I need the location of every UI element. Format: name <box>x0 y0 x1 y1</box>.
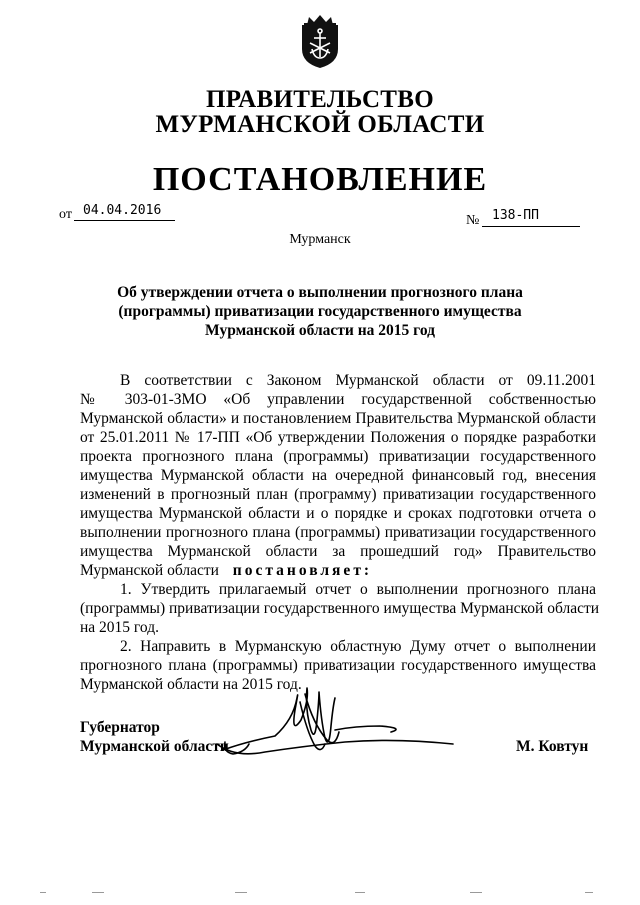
signer-title-line1: Губернатор <box>80 719 160 736</box>
coat-of-arms-icon <box>299 13 341 69</box>
body-line: 1. Утвердить прилагаемый отчет о выполнении прогнозного плана <box>120 581 596 598</box>
document-date: 04.04.2016 <box>83 203 162 218</box>
number-prefix: № <box>466 213 480 228</box>
subject-line: Об утверждении отчета о выполнении прогнозного плана <box>117 284 523 301</box>
body-line <box>80 561 372 580</box>
subject-line: (программы) приватизации государственного имущества <box>118 303 522 320</box>
handwritten-signature <box>205 680 470 780</box>
footer-mark <box>355 890 365 893</box>
footer-mark <box>585 890 593 893</box>
body-line: от 25.01.2011 № 17-ПП «Об утверждении Положения о порядке разработки <box>80 429 596 446</box>
body-line: имущества Мурманской области за прошедший год» Правительство <box>80 543 596 560</box>
city: Мурманск <box>289 232 351 247</box>
body-line: прогнозного плана (программы) приватизации государственного имущества <box>80 657 596 674</box>
footer-mark <box>235 890 247 893</box>
date-underline <box>74 220 175 221</box>
signer-name: М. Ковтун <box>516 738 589 755</box>
body-line: Мурманской области на 2015 год. <box>80 676 302 693</box>
signer-title-line2: Мурманской области <box>80 738 229 755</box>
body-text: Мурманской области <box>80 562 219 579</box>
body-line: № 303-01-ЗМО «Об управлении государственной собственностью <box>80 391 596 408</box>
number-underline <box>482 226 580 227</box>
body-line: имущества Мурманской области на очередной финансовый год, внесения <box>80 467 596 484</box>
body-line: имущества Мурманской области и о порядке и сроках подготовки отчета о <box>80 505 596 522</box>
body-line: Мурманской области» и постановлением Правительства Мурманской области <box>80 410 596 427</box>
date-prefix: от <box>59 207 72 222</box>
body-line: В соответствии с Законом Мурманской области от 09.11.2001 <box>120 372 596 389</box>
body-line: (программы) приватизации государственного имущества Мурманской области <box>80 600 600 617</box>
footer-mark <box>92 890 104 893</box>
footer-mark <box>40 890 46 893</box>
body-line: изменений в прогнозный план (программу) приватизации государственного <box>80 486 596 503</box>
org-name-line2: МУРМАНСКОЙ ОБЛАСТИ <box>155 111 485 138</box>
org-name-line1: ПРАВИТЕЛЬСТВО <box>206 86 434 113</box>
body-line: выполнении прогнозного плана (программы) приватизации государственного <box>80 524 596 541</box>
document-number: 138-ПП <box>492 208 539 223</box>
document-type-title: ПОСТАНОВЛЕНИЕ <box>152 161 488 198</box>
body-line: 2. Направить в Мурманскую областную Думу отчет о выполнении <box>120 638 596 655</box>
subject-line: Мурманской области на 2015 год <box>205 322 435 339</box>
document-subject <box>110 283 530 340</box>
footer-mark <box>470 890 482 893</box>
body-line: проекта прогнозного плана (программы) приватизации государственного <box>80 448 596 465</box>
resolution-keyword: постановляет: <box>232 562 373 579</box>
body-line: на 2015 год. <box>80 619 159 636</box>
